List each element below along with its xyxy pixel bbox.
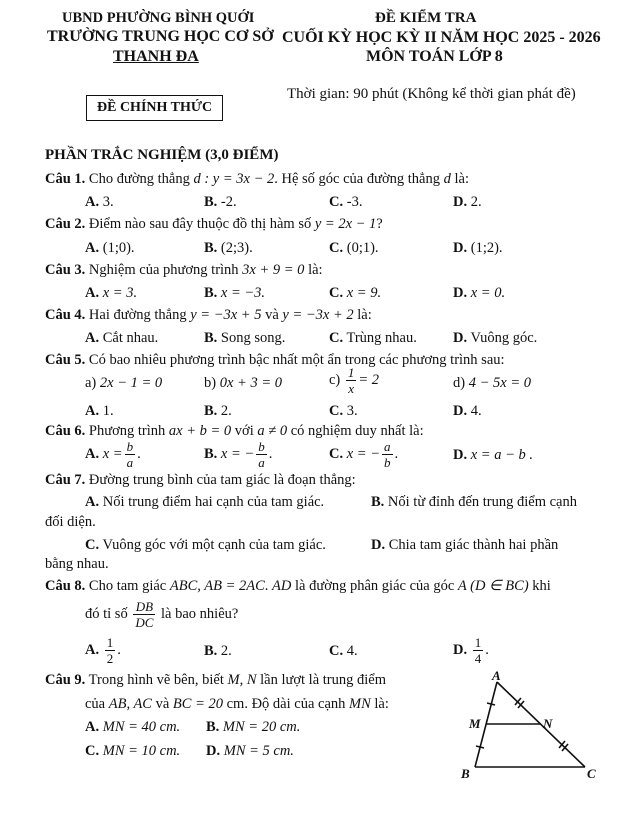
exam-title: ĐỀ KIỂM TRA	[375, 10, 477, 26]
q1-option-d[interactable]: D. 2.	[453, 194, 482, 210]
question-text: Phương trình	[88, 423, 169, 439]
q5-option-a[interactable]: A. 1.	[85, 403, 114, 419]
q7-option-d-cont: bằng nhau.	[45, 556, 109, 572]
q8-option-b[interactable]: B. 2.	[204, 643, 232, 659]
question-text: có nghiệm duy nhất là:	[287, 423, 424, 439]
question-3	[45, 262, 323, 279]
question-text: Điểm nào sau đây thuộc đồ thị hàm số	[88, 216, 315, 232]
q5-option-c[interactable]: C. 3.	[329, 403, 358, 419]
question-text: Nghiệm của phương trình	[88, 262, 243, 278]
q4-option-a[interactable]: A. Cắt nhau.	[85, 330, 159, 346]
label-m: M	[469, 716, 481, 731]
q1-option-b[interactable]: B. -2.	[204, 194, 237, 210]
q8-option-a[interactable]: A. $\frac{1}{2}$ .	[85, 635, 121, 666]
school-authority: UBND PHƯỜNG BÌNH QUỚI	[62, 10, 255, 26]
q6-option-a[interactable]: A. x = $\frac{b}{a}$ .	[85, 439, 141, 470]
question-8-line2: đó tỉ số $\frac{DB}{DC}$ là bao nhiêu?	[85, 599, 239, 630]
q8-option-d[interactable]: D. $\frac{1}{4}$ .	[453, 635, 489, 666]
q5-equation-a: a) 2x − 1 = 0	[85, 375, 163, 391]
question-text: Hai đường thẳng	[88, 307, 191, 323]
equation: 3x + 9 = 0	[242, 262, 305, 278]
q8-option-c[interactable]: C. 4.	[329, 643, 358, 659]
q5-equation-c: c) $\frac{1}{x}$ = 2	[329, 365, 380, 396]
q9-option-c[interactable]: C. MN = 10 cm.	[85, 743, 181, 759]
question-2	[45, 216, 383, 233]
question-label: Câu 5.	[45, 352, 86, 368]
q3-option-d[interactable]: D. x = 0.	[453, 285, 506, 301]
question-label: Câu 4.	[45, 307, 86, 323]
question-9-line2: của AB, AC và BC = 20 cm. Độ dài của cạnh MN là:	[85, 696, 389, 712]
question-label: Câu 1.	[45, 171, 86, 187]
q9-option-d[interactable]: D. MN = 5 cm.	[206, 743, 294, 759]
q7-option-a[interactable]: A. Nối trung điểm hai cạnh của tam giác.	[85, 494, 325, 510]
official-exam-stamp: ĐỀ CHÍNH THỨC	[86, 95, 223, 121]
variable: d	[443, 171, 451, 187]
question-text: Cho đường thẳng	[88, 171, 194, 187]
section-title: PHẦN TRẮC NGHIỆM (3,0 ĐIỂM)	[45, 147, 279, 163]
equation: y = −3x + 5	[190, 307, 262, 323]
question-7	[45, 472, 356, 489]
q3-option-a[interactable]: A. x = 3.	[85, 285, 138, 301]
q7-option-b[interactable]: B. Nối từ đỉnh đến trung điểm cạnh	[371, 494, 577, 510]
q6-option-b[interactable]: B. x = − $\frac{b}{a}$ .	[204, 439, 273, 470]
question-4	[45, 307, 372, 324]
triangle-figure	[455, 670, 605, 785]
question-text: Có bao nhiêu phương trình bậc nhất một ẩn trong các phương trình sau:	[88, 352, 505, 368]
question-text: . Hệ số góc của đường thẳng	[274, 171, 444, 187]
q9-option-b[interactable]: B. MN = 20 cm.	[206, 719, 301, 735]
question-label: Câu 8.	[45, 578, 86, 594]
school-name-line2: THANH ĐA	[113, 48, 199, 65]
question-label: Câu 3.	[45, 262, 86, 278]
q7-option-c[interactable]: C. Vuông góc với một cạnh của tam giác.	[85, 537, 326, 553]
question-5	[45, 352, 505, 369]
equation: y = −3x + 2	[282, 307, 354, 323]
question-text: và	[261, 307, 283, 323]
tick-am	[487, 703, 495, 705]
condition: a ≠ 0	[257, 423, 288, 439]
equation: ax + b = 0	[168, 423, 232, 439]
question-9: Câu 9. Trong hình vẽ bên, biết M, N lần lượt là trung điểm	[45, 672, 386, 688]
q7-option-b-cont: đối diện.	[45, 514, 96, 530]
question-text: là:	[450, 171, 469, 187]
q2-option-c[interactable]: C. (0;1).	[329, 240, 379, 256]
q4-option-b[interactable]: B. Song song.	[204, 330, 286, 346]
label-c: C	[587, 766, 596, 781]
exam-time: Thời gian: 90 phút (Không kể thời gian phát đề)	[287, 86, 576, 102]
equation: y = 2x − 1	[314, 216, 377, 232]
label-n: N	[543, 716, 553, 731]
q4-option-d[interactable]: D. Vuông góc.	[453, 330, 538, 346]
question-text: với	[231, 423, 258, 439]
question-1	[45, 171, 469, 188]
fraction: $\frac{1}{x}$	[347, 365, 355, 396]
question-text: Đường trung bình của tam giác là đoạn thẳng:	[88, 472, 356, 488]
q3-option-c[interactable]: C. x = 9.	[329, 285, 382, 301]
exam-subject: MÔN TOÁN LỚP 8	[366, 48, 503, 65]
q4-option-c[interactable]: C. Trùng nhau.	[329, 330, 417, 346]
label-b: B	[461, 766, 470, 781]
question-text: là:	[353, 307, 372, 323]
question-label: Câu 6.	[45, 423, 86, 439]
q2-option-b[interactable]: B. (2;3).	[204, 240, 253, 256]
question-8: Câu 8. Cho tam giác ABC, AB = 2AC. AD là đường phân giác của góc A (D ∈ BC) khi	[45, 578, 551, 594]
tick-mb	[476, 746, 484, 748]
ratio-fraction: $\frac{DB}{DC}$	[135, 599, 154, 630]
exam-term: CUỐI KỲ HỌC KỲ II NĂM HỌC 2025 - 2026	[282, 29, 601, 46]
q2-option-d[interactable]: D. (1;2).	[453, 240, 503, 256]
q5-equation-d: d) 4 − 5x = 0	[453, 375, 531, 391]
question-text: là:	[304, 262, 323, 278]
q7-option-d[interactable]: D. Chia tam giác thành hai phần	[371, 537, 559, 553]
question-label: Câu 2.	[45, 216, 86, 232]
q1-option-a[interactable]: A. 3.	[85, 194, 114, 210]
q2-option-a[interactable]: A. (1;0).	[85, 240, 135, 256]
question-label: Câu 9.	[45, 672, 86, 688]
label-a: A	[492, 670, 501, 683]
q5-option-b[interactable]: B. 2.	[204, 403, 232, 419]
q6-option-d[interactable]: D. x = a − b .	[453, 447, 533, 463]
q5-equation-b: b) 0x + 3 = 0	[204, 375, 282, 391]
equation: d : y = 3x − 2	[193, 171, 275, 187]
question-label: Câu 7.	[45, 472, 86, 488]
q1-option-c[interactable]: C. -3.	[329, 194, 363, 210]
question-text: ?	[376, 216, 383, 232]
q3-option-b[interactable]: B. x = −3.	[204, 285, 266, 301]
q5-option-d[interactable]: D. 4.	[453, 403, 482, 419]
q6-option-c[interactable]: C. x = − $\frac{a}{b}$ .	[329, 439, 399, 470]
school-name: TRƯỜNG TRUNG HỌC CƠ SỞ	[47, 28, 274, 45]
q9-option-a[interactable]: A. MN = 40 cm.	[85, 719, 181, 735]
question-6	[45, 423, 424, 440]
